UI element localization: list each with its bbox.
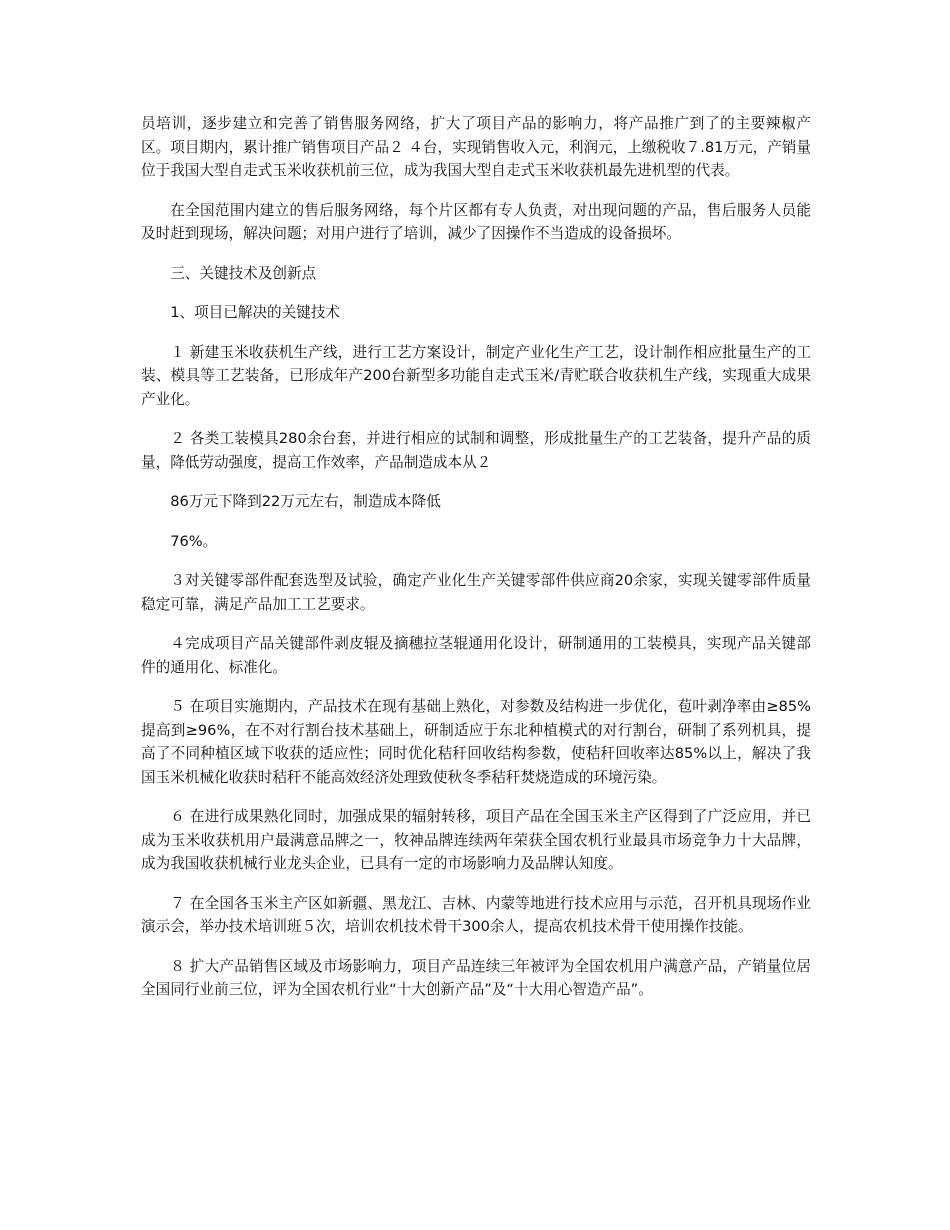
paragraph-item-1: １ 新建玉米收获机生产线，进行工艺方案设计，制定产业化生产工艺，设计制作相应批量生产的工装、模具等工艺装备，已形成年产200台新型多功能自走式玉米/青贮联合收获机生产线，实现重大成果产业化。 — [141, 343, 811, 408]
paragraph-item-2-percent: 76%。 — [170, 532, 218, 550]
paragraph-item-2-cost: 86万元下降到22万元左右，制造成本降低 — [170, 493, 441, 510]
subsection-heading-solved-technology: 1、项目已解决的关键技术 — [170, 304, 341, 321]
paragraph-item-3: ３对关键零部件配套选型及试验，确定产业化生产关键零部件供应商20余家，实现关键零部件质量稳定可靠，满足产品加工工艺要求。 — [141, 572, 811, 613]
paragraph-item-2: ２ 各类工装模具280余台套，并进行相应的试制和调整，形成批量生产的工艺装备，提升产品的质量，降低劳动强度，提高工作效率，产品制造成本从２ — [141, 430, 811, 471]
paragraph-item-8: ８ 扩大产品销售区域及市场影响力，项目产品连续三年被评为全国农机用户满意产品，产销量位居全国同行业前三位，评为全国农机行业“十大创新产品”及“十大用心智造产品”。 — [141, 957, 811, 998]
paragraph-item-5: ５ 在项目实施期内，产品技术在现有基础上熟化，对参数及结构进一步优化，苞叶剥净率由≥85%提高到≥96%，在不对行割台技术基础上，研制适应于东北种植模式的对行割台，研制了系列机具，提高了不同种植区域下收获的适应性；同时优化秸秆回收结构参数，使秸秆回收率达85%以上，解决了我国玉米机械化收获时秸秆不能高效经济处理致使秋冬季秸秆焚烧造成的环境污染。 — [141, 698, 811, 786]
section-heading-key-technology: 三、关键技术及创新点 — [170, 264, 317, 282]
document-page — [141, 112, 811, 1018]
paragraph-item-7: ７ 在全国各玉米主产区如新疆、黑龙江、吉林、内蒙等地进行技术应用与示范，召开机具现场作业演示会，举办技术培训班５次，培训农机技术骨干300余人，提高农机技术骨干使用操作技能。 — [141, 894, 811, 935]
paragraph-sales-network: 员培训，逐步建立和完善了销售服务网络，扩大了项目产品的影响力，将产品推广到了的主要辣椒产区。项目期内，累计推广销售项目产品２ ４台，实现销售收入元，利润元，上缴税收７.81万元，产销量位于我国大型自走式玉米收获机前三位，成为我国大型自走式玉米收获机最先进机型的代表。 — [141, 115, 811, 179]
paragraph-item-6: ６ 在进行成果熟化同时，加强成果的辐射转移，项目产品在全国玉米主产区得到了广泛应用，并已成为玉米收获机用户最满意品牌之一，牧神品牌连续两年荣获全国农机行业最具市场竞争力十大品牌，成为我国收获机械行业龙头企业，已具有一定的市场影响力及品牌认知度。 — [141, 808, 811, 872]
paragraph-after-sales-service: 在全国范围内建立的售后服务网络，每个片区都有专人负责，对出现问题的产品，售后服务人员能及时赶到现场，解决问题；对用户进行了培训，减少了因操作不当造成的设备损坏。 — [141, 201, 811, 242]
paragraph-item-4: ４完成项目产品关键部件剥皮辊及摘穗拉茎辊通用化设计，研制通用的工装模具，实现产品关键部件的通用化、标准化。 — [141, 635, 811, 676]
